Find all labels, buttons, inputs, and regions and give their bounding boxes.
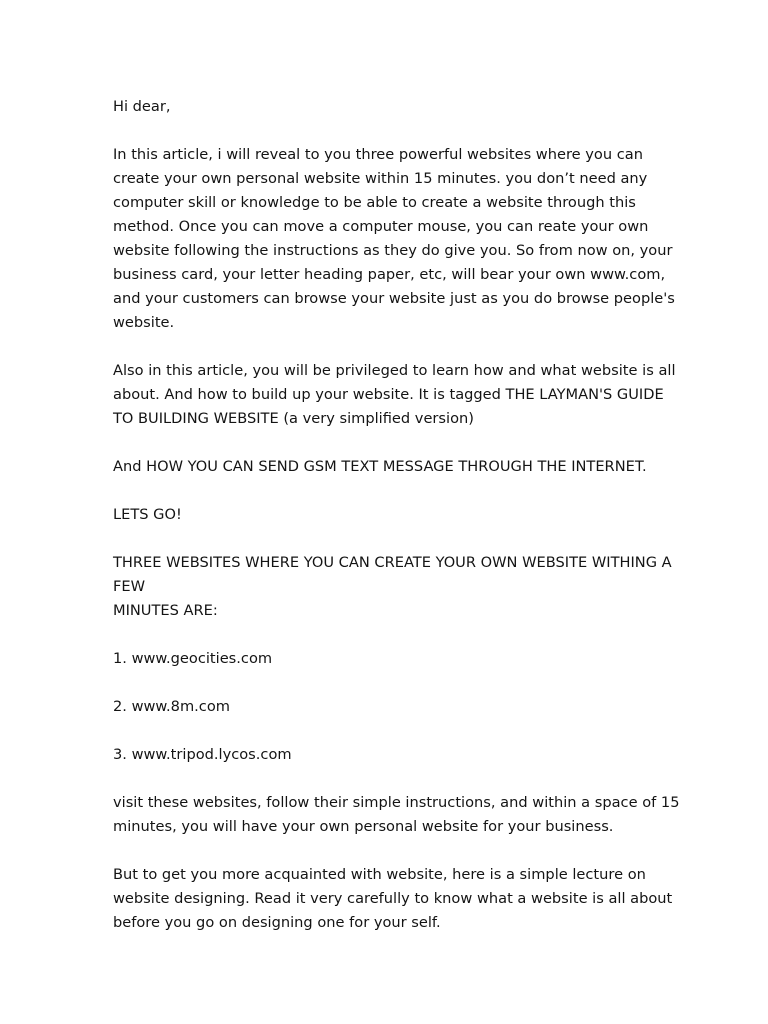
document-page [113,95,693,959]
text-line: Hi dear, [113,98,171,115]
text-line: create your own personal website within 15 minutes. you don’t need any [113,170,648,187]
websites-heading-paragraph [113,551,693,623]
text-line: In this article, i will reveal to you three powerful websites where you can [113,146,643,163]
lecture-intro-paragraph [113,863,693,935]
text-line: and your customers can browse your website just as you do browse people's [113,290,675,307]
text-line: website. [113,314,175,331]
greeting-paragraph [113,95,693,119]
text-line: website designing. Read it very carefully to know what a website is all about [113,890,673,907]
text-line: about. And how to build up your website. It is tagged THE LAYMAN'S GUIDE [113,386,664,403]
layman-guide-paragraph [113,359,693,431]
text-line: MINUTES ARE: [113,602,218,619]
text-line: minutes, you will have your own personal website for your business. [113,818,614,835]
gsm-paragraph [113,455,693,479]
lets-go-paragraph [113,503,693,527]
text-line: THREE WEBSITES WHERE YOU CAN CREATE YOUR OWN WEBSITE WITHING A [113,554,672,571]
list-item-tripod [113,743,693,767]
text-line: before you go on designing one for your self. [113,914,441,931]
text-line: visit these websites, follow their simple instructions, and within a space of 15 [113,794,680,811]
list-item-geocities [113,647,693,671]
text-line: LETS GO! [113,506,182,523]
text-line: FEW [113,578,146,595]
text-line: business card, your letter heading paper, etc, will bear your own www.com, [113,266,666,283]
text-line: Also in this article, you will be privileged to learn how and what website is all [113,362,676,379]
text-line: computer skill or knowledge to be able to create a website through this [113,194,636,211]
list-item-8m [113,695,693,719]
text-line: 2. www.8m.com [113,698,230,715]
text-line: 3. www.tripod.lycos.com [113,746,292,763]
text-line: 1. www.geocities.com [113,650,273,667]
text-line: method. Once you can move a computer mouse, you can reate your own [113,218,649,235]
intro-paragraph [113,143,693,335]
text-line: But to get you more acquainted with website, here is a simple lecture on [113,866,646,883]
text-line: TO BUILDING WEBSITE (a very simplified version) [113,410,474,427]
instructions-paragraph [113,791,693,839]
text-line: website following the instructions as they do give you. So from now on, your [113,242,673,259]
text-line: And HOW YOU CAN SEND GSM TEXT MESSAGE THROUGH THE INTERNET. [113,458,647,475]
